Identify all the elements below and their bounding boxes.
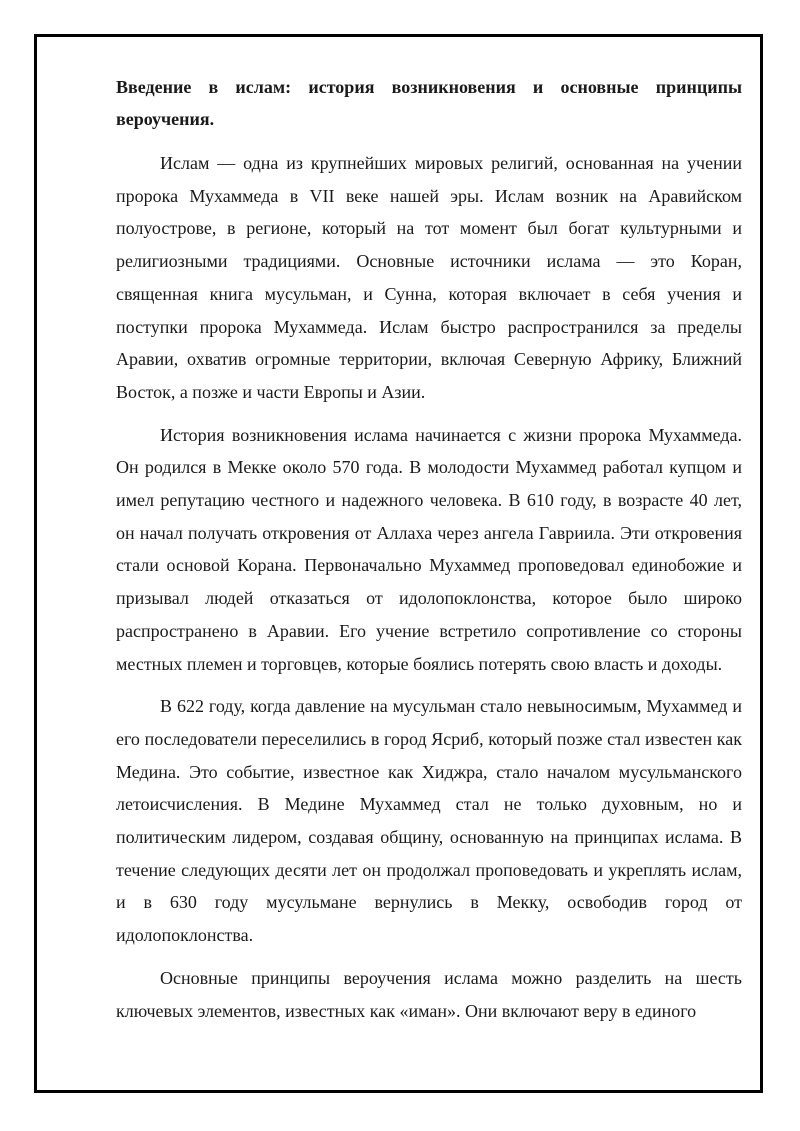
document-title: Введение в ислам: история возникновения и основные принципы вероучения. [116, 77, 742, 129]
paragraph-history: История возникновения ислама начинается с жизни пророка Мухаммеда. Он родился в Мекке около 570 года. В молодости Мухаммед работал купцом и имел репутацию честного и надежного человека. В 610 году, в возрасте 40 лет, он начал получать откровения от Аллаха через ангела Гавриила. Эти откровения стали основой Корана. Первоначально Мухаммед проповедовал единобожие и призывал людей отказаться от идолопоклонства, которое было широко распространено в Аравии. Его учение встретило сопротивление со стороны местных племен и торговцев, которые боялись потерять свою власть и доходы. [116, 424, 742, 674]
paragraph-introduction: Ислам — одна из крупнейших мировых религий, основанная на учении пророка Мухаммеда в VII веке нашей эры. Ислам возник на Аравийском полуострове, в регионе, который на тот момент был богат культурными и религиозными традициями. Основные источники ислама — это Коран, священная книга мусульман, и Сунна, которая включает в себя учения и поступки пророка Мухаммеда. Ислам быстро распространился за пределы Аравии, охватив огромные территории, включая Северную Африку, Ближний Восток, а позже и части Европы и Азии. [116, 153, 742, 402]
paragraph-principles: Основные принципы вероучения ислама можно разделить на шесть ключевых элементов, известных как «иман». Они включают веру в единого [116, 967, 742, 1021]
document-body [116, 71, 742, 1037]
paragraph-hijra: В 622 году, когда давление на мусульман стало невыносимым, Мухаммед и его последователи переселились в город Ясриб, который позже стал известен как Медина. Это событие, известное как Хиджра, стало началом мусульманского летоисчисления. В Медине Мухаммед стал не только духовным, но и политическим лидером, создавая общину, основанную на принципах ислама. В течение следующих десяти лет он продолжал проповедовать и укреплять ислам, и в 630 году мусульмане вернулись в Мекку, освободив город от идолопоклонства. [116, 696, 742, 946]
